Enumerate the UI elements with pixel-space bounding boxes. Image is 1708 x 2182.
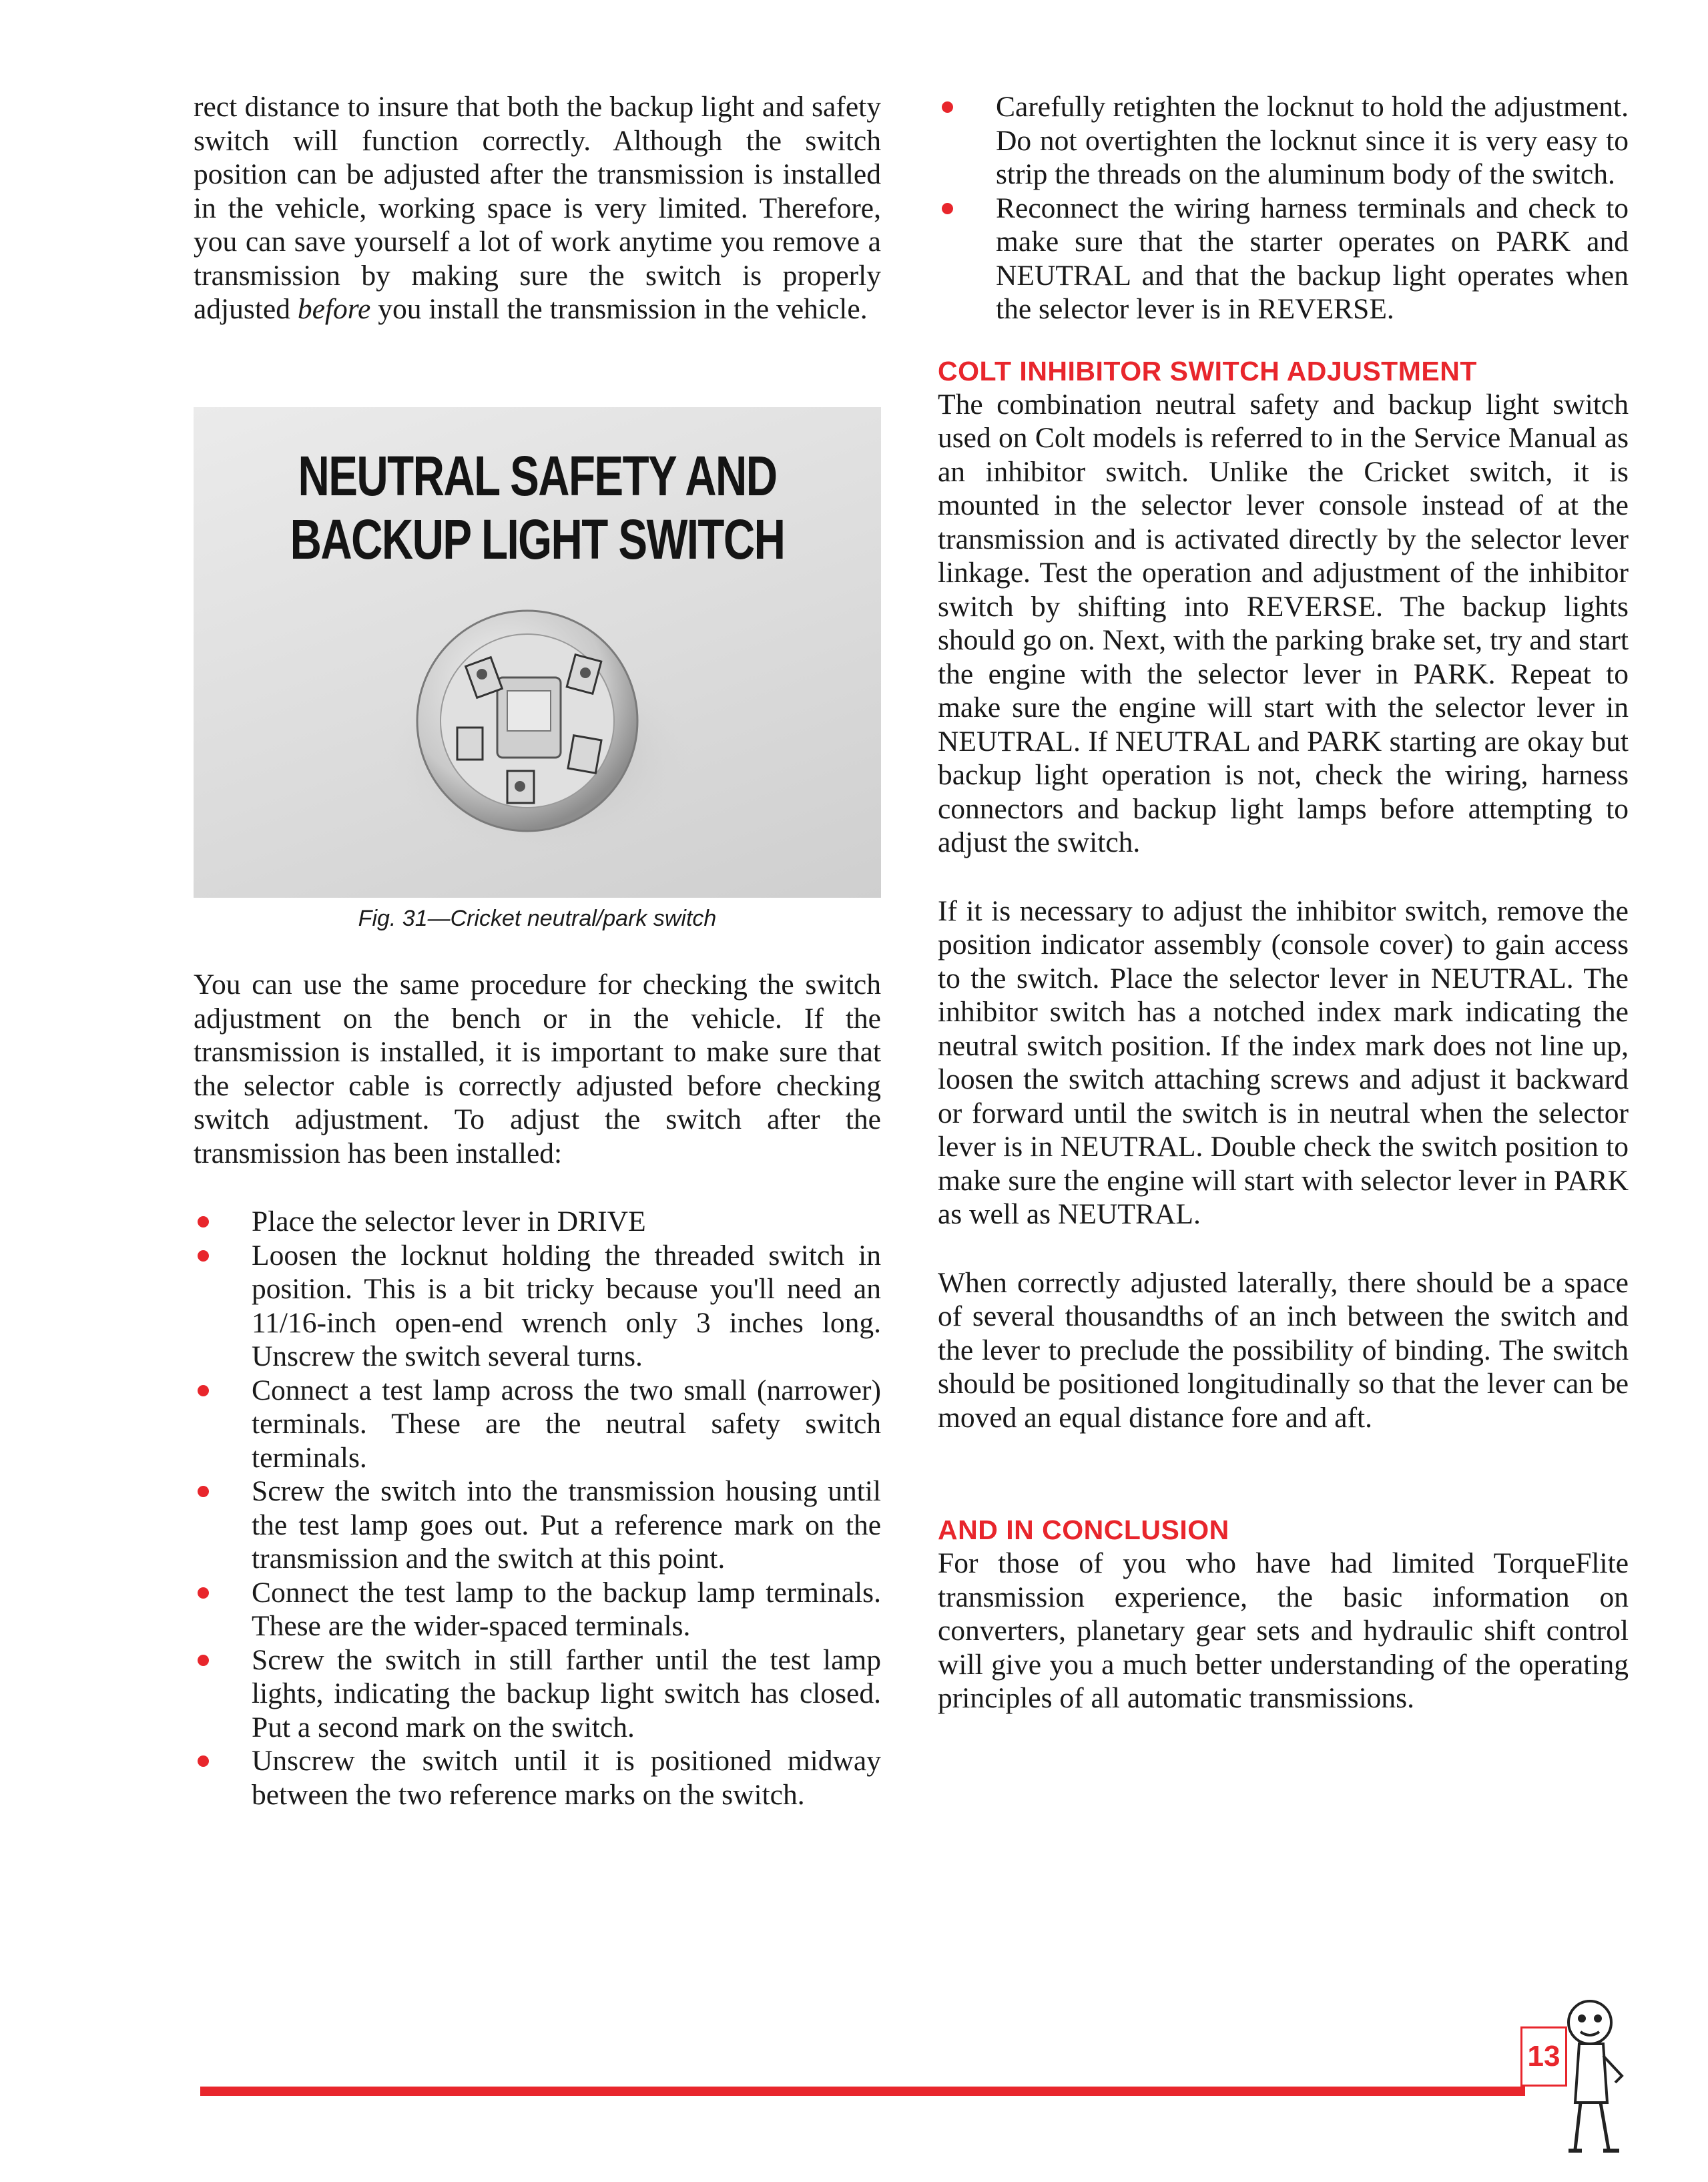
list-item	[194, 1205, 881, 1239]
figure-title-line2: BACKUP LIGHT SWITCH	[290, 508, 785, 571]
switch-photo-image	[194, 407, 881, 898]
list-item-text: Connect the test lamp to the backup lamp terminals. These are the wider-spaced terminals.	[252, 1576, 881, 1642]
bullet-dot-icon	[198, 1385, 209, 1396]
page-number: 13	[1520, 2026, 1567, 2087]
list-item-text: Unscrew the switch until it is positioned midway between the two reference marks on the switch.	[252, 1745, 881, 1811]
colt-paragraph-3: When correctly adjusted laterally, there should be a space of several thousandths of an inch between the switch and the lever to preclude the possibility of binding. The switch should be positioned longitudinally so that the lever can be moved an equal distance fore and aft.	[938, 1266, 1629, 1434]
conclusion-paragraph: For those of you who have had limited TorqueFlite transmission experience, the basic information on converters, planetary gear sets and hydraulic shift control will give you a much better understanding of the operating principles of all automatic transmissions.	[938, 1547, 1629, 1714]
bullet-dot-icon	[942, 101, 953, 113]
left-column	[194, 90, 881, 326]
figure-caption: Fig. 31—Cricket neutral/park switch	[358, 906, 717, 931]
section-heading-colt: COLT INHIBITOR SWITCH ADJUSTMENT	[938, 355, 1477, 386]
figure-photo	[194, 407, 881, 898]
continued-bullet-list	[938, 90, 1629, 326]
bullet-dot-icon	[198, 1655, 209, 1666]
colt-paragraph-2: If it is necessary to adjust the inhibitor switch, remove the position indicator assembly (console cover) to gain access to the switch. Place the selector lever in NEUTRAL. The inhibitor switch has a notched index mark indicating the neutral switch position. If the index mark does not line up, loosen the switch attaching screws and adjust it backward or forward until the switch is in neutral when the selector lever is in NEUTRAL. Double check the switch position to make sure the engine will start with selector lever in PARK as well as NEUTRAL.	[938, 894, 1629, 1230]
procedure-paragraph: You can use the same procedure for checking the switch adjustment on the bench or in the vehicle. If the transmission is installed, it is important to make sure that the selector cable is correctly adjusted before checking switch adjustment. To adjust the switch after the transmission has been installed:	[194, 969, 881, 1169]
list-item-text: Place the selector lever in DRIVE	[252, 1205, 646, 1238]
intro-paragraph	[194, 90, 881, 326]
left-column-lower	[194, 968, 881, 1812]
bullet-dot-icon	[198, 1486, 209, 1497]
list-item	[938, 192, 1629, 326]
list-item	[194, 1374, 881, 1475]
list-item-text: Carefully retighten the locknut to hold the adjustment. Do not overtighten the locknut since it is very easy to strip the threads on the aluminum body of the switch.	[996, 91, 1629, 190]
list-item	[938, 90, 1629, 192]
intro-text-emphasis: before	[297, 293, 371, 325]
intro-text-a: rect distance to insure that both the backup light and safety switch will function correctly. Although the switch position can be adjusted after the transmission is installed in the vehicle, working space is very limited. Therefore, you can save yourself a lot of work anytime you remove a transmission by making sure the switch is properly adjusted	[194, 91, 881, 325]
list-item-text: Loosen the locknut holding the threaded switch in position. This is a bit tricky because you'll need an 11/16-inch open-end wrench only 3 inches long. Unscrew the switch several turns.	[252, 1239, 881, 1372]
list-item	[194, 1744, 881, 1812]
right-column	[938, 90, 1629, 1715]
bullet-dot-icon	[198, 1216, 209, 1228]
list-item	[194, 1576, 881, 1643]
colt-paragraph-1: The combination neutral safety and backup light switch used on Colt models is referred to in the Service Manual as an inhibitor switch. Unlike the Cricket switch, it is mounted in the selector lever console instead of at the transmission and is activated directly by the selector lever linkage. Test the operation and adjustment of the inhibitor switch by shifting into REVERSE. The backup lights should go on. Next, with the parking brake set, try and start the engine with the selector lever in PARK. Repeat to make sure the engine will start with the selector lever in NEUTRAL. If NEUTRAL and PARK starting are okay but backup light operation is not, check the wiring, harness connectors and backup light lamps before attempting to adjust the switch.	[938, 388, 1629, 858]
list-item	[194, 1239, 881, 1374]
bullet-dot-icon	[198, 1250, 209, 1262]
list-item-text: Screw the switch in still farther until the test lamp lights, indicating the backup light switch has closed. Put a second mark on the switch.	[252, 1643, 881, 1743]
figure-title-line1: NEUTRAL SAFETY AND	[298, 445, 777, 507]
list-item-text: Connect a test lamp across the two small (narrower) terminals. These are the neutral safety switch terminals.	[252, 1374, 881, 1474]
bullet-dot-icon	[942, 203, 953, 214]
bullet-dot-icon	[198, 1755, 209, 1767]
list-item-text: Reconnect the wiring harness terminals and check to make sure that the starter operates on PARK and NEUTRAL and that the backup light operates when the selector lever is in REVERSE.	[996, 192, 1629, 325]
intro-text-b: you install the transmission in the vehicle.	[370, 293, 868, 325]
bullet-dot-icon	[198, 1587, 209, 1599]
list-item-text: Screw the switch into the transmission housing until the test lamp goes out. Put a reference mark on the transmission and the switch at this point.	[252, 1475, 881, 1575]
procedure-bullet-list	[194, 1205, 881, 1812]
list-item	[194, 1474, 881, 1576]
footer-rule	[200, 2087, 1525, 2096]
section-heading-conclusion: AND IN CONCLUSION	[938, 1515, 1229, 1545]
list-item	[194, 1643, 881, 1745]
